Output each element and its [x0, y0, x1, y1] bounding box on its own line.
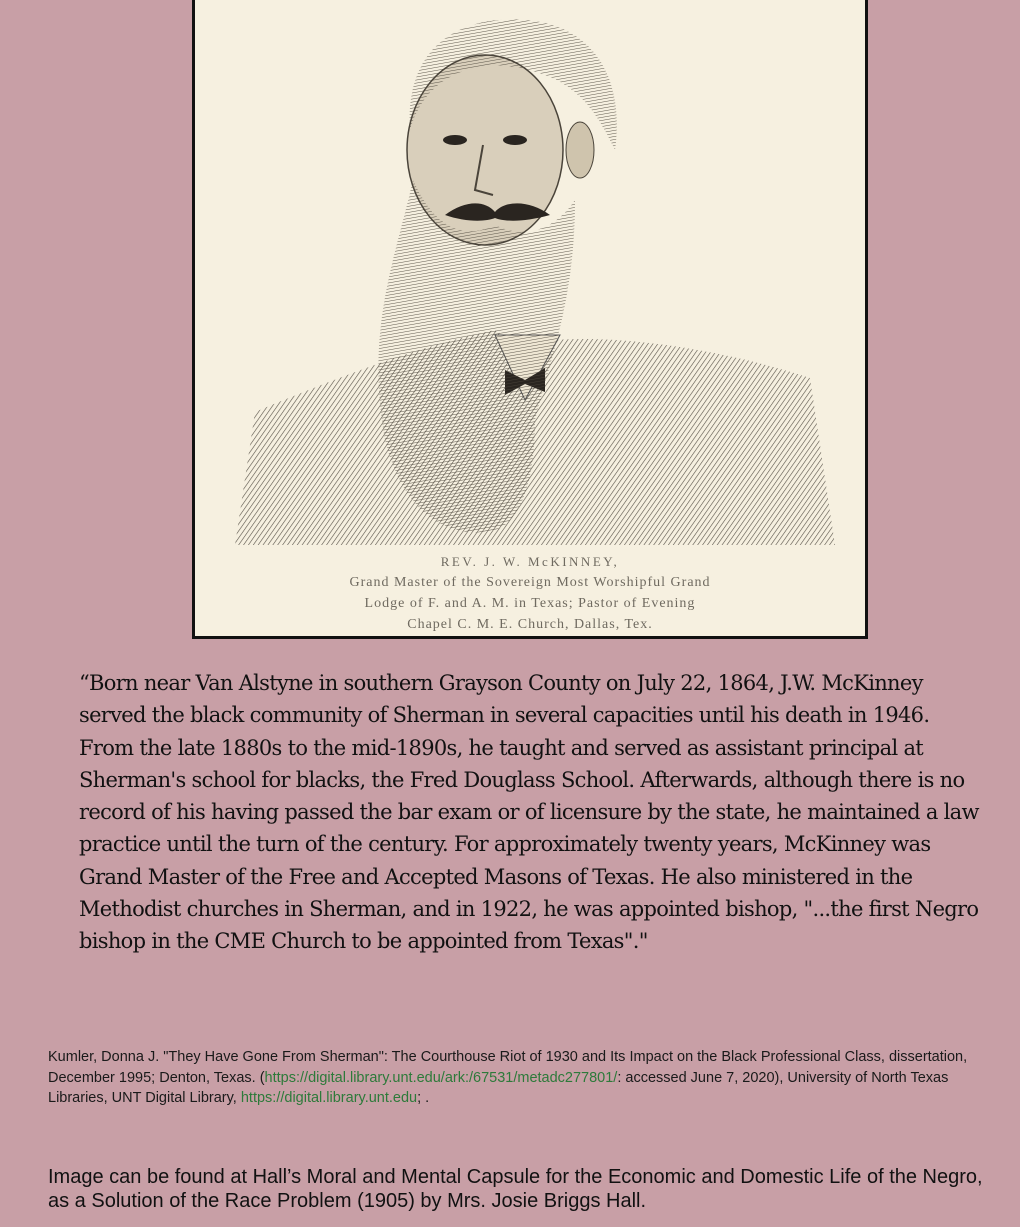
portrait-name: REV. J. W. McKINNEY, [440, 554, 620, 569]
caption-line: Lodge of F. and A. M. in Texas; Pastor of Evening [364, 596, 696, 611]
citation-link-ark[interactable]: https://digital.library.unt.edu/ark:/67531/metadc277801/ [264, 1069, 618, 1086]
biography-quote: “Born near Van Alstyne in southern Grayson County on July 22, 1864, J.W. McKinney served the black community of Sherman in several capacities until his death in 1946. From the late 1880s to the mid-1890s, he taught and served as assistant principal at Sherman's school for blacks, the Fred Douglass School. Afterwards, although there is no record of his having passed the bar exam or of licensure by the state, he maintained a law practice until the turn of the century. For approximately twenty years, McKinney was Grand Master of the Free and Accepted Masons of Texas. He also ministered in the Methodist churches in Sherman, and in 1922, he was appointed bishop, "...the first Negro bishop in the CME Church to be appointed from Texas"." [79, 671, 979, 954]
portrait-engraving [195, 0, 865, 545]
citation-text: ; . [417, 1090, 430, 1106]
caption-line: Chapel C. M. E. Church, Dallas, Tex. [407, 617, 653, 632]
citation-text: Kumler, Donna J. "They Have Gone From Sherman": The Courthouse Riot of 1930 and Its Impact on the Black Professional Class, dissertation, December 1995; Denton, Texas. ( [48, 1049, 968, 1086]
citation-link-library[interactable]: https://digital.library.unt.edu [240, 1090, 418, 1106]
citation-text: : accessed June 7, 2020), University of North Texas Libraries, UNT Digital Library, [48, 1069, 949, 1106]
caption-line: Grand Master of the Sovereign Most Worshipful Grand [349, 575, 711, 590]
portrait-caption [195, 552, 865, 635]
portrait-frame [192, 0, 868, 639]
image-source-note: Image can be found at Hall’s Moral and Mental Capsule for the Economic and Domestic Life of the Negro, as a Solution of the Race Problem (1905) by Mrs. Josie Briggs Hall. [48, 1166, 983, 1212]
citation [48, 1047, 988, 1109]
